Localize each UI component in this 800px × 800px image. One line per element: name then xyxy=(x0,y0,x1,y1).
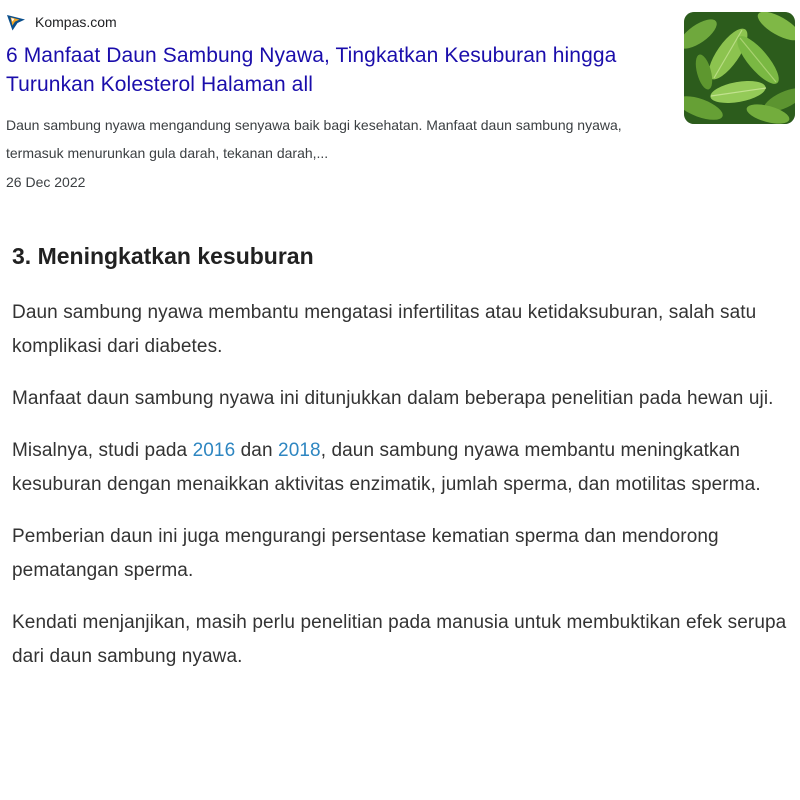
section-heading: 3. Meningkatkan kesuburan xyxy=(12,243,314,269)
paragraph-3-text-before: Misalnya, studi pada xyxy=(12,440,193,461)
article-section xyxy=(12,236,792,674)
result-snippet: Daun sambung nyawa mengandung senyawa baik bagi kesehatan. Manfaat daun sambung nyawa, termasuk menurunkan gula darah, tekanan darah,... xyxy=(6,117,622,161)
paragraph-3-text-middle: dan xyxy=(235,440,279,461)
paragraph-5: Kendati menjanjikan, masih perlu penelitian pada manusia untuk membuktikan efek serupa dari daun sambung nyawa. xyxy=(12,612,787,667)
paragraph-4: Pemberian daun ini juga mengurangi persentase kematian sperma dan mendorong pematangan sperma. xyxy=(12,526,719,581)
result-source[interactable] xyxy=(6,12,117,32)
paragraph-3 xyxy=(12,434,792,502)
result-date: 26 Dec 2022 xyxy=(6,174,86,190)
leaf-plant-thumbnail[interactable] xyxy=(684,12,795,124)
paragraph-3-text-after: , daun sambung nyawa membantu meningkatkan kesuburan dengan menaikkan aktivitas enzimatik, jumlah sperma, dan motilitas sperma. xyxy=(12,440,761,495)
paragraph-2: Manfaat daun sambung nyawa ini ditunjukkan dalam beberapa penelitian pada hewan uji. xyxy=(12,388,774,409)
result-title-link[interactable]: 6 Manfaat Daun Sambung Nyawa, Tingkatkan Kesuburan hingga Turunkan Kolesterol Halaman all xyxy=(6,44,617,96)
paragraph-1: Daun sambung nyawa membantu mengatasi infertilitas atau ketidaksuburan, salah satu komplikasi dari diabetes. xyxy=(12,302,757,357)
search-result-card[interactable] xyxy=(0,0,800,205)
leaf-thumbnail-icon xyxy=(684,12,795,124)
source-name: Kompas.com xyxy=(35,14,117,30)
kompas-logo-icon xyxy=(6,12,26,32)
study-2018-link[interactable]: 2018 xyxy=(278,440,321,461)
study-2016-link[interactable]: 2016 xyxy=(192,440,236,461)
